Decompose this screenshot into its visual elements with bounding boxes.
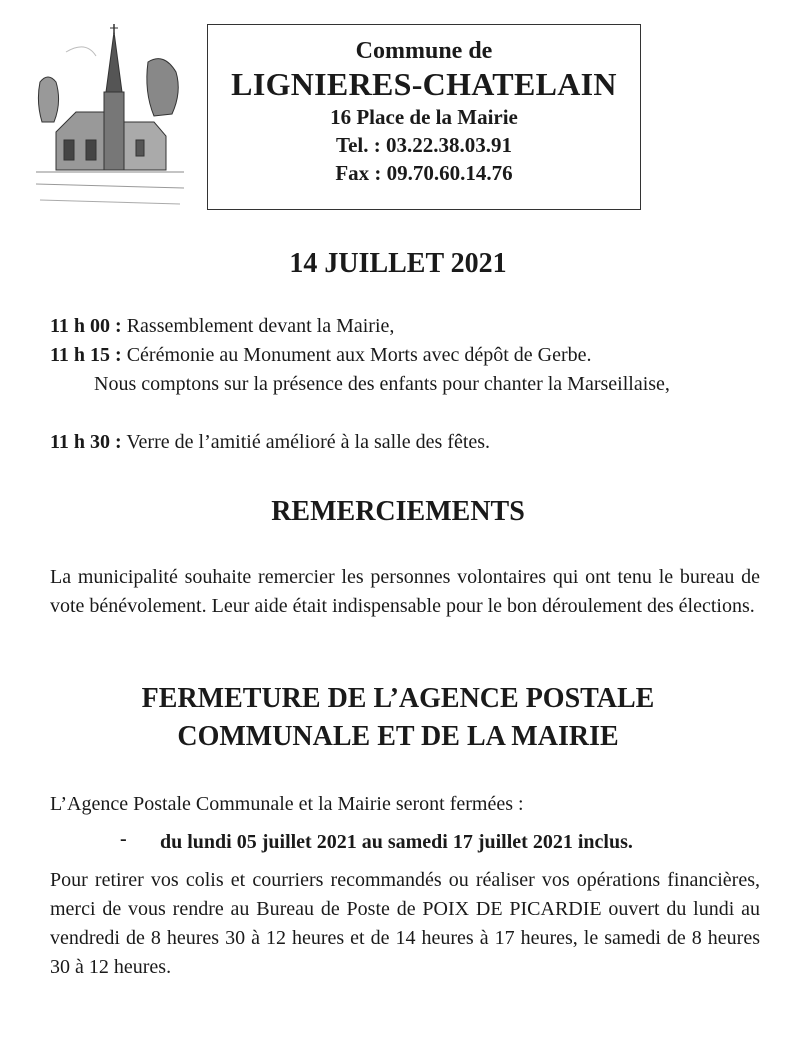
- thanks-text: La municipalité souhaite remercier les personnes volontaires qui ont tenu le bureau de vote bénévolement. Leur aide était indispensable pour le bon déroulement des élections.: [50, 566, 760, 617]
- closure-info: Pour retirer vos colis et courriers recommandés ou réaliser vos opérations financières, merci de vous rendre au Bureau de Poste de POIX DE PICARDIE ouvert du lundi au vendredi de 8 heures 30 à 12 heures et de 14 heures à 17 heures, le samedi de 8 heures 30 à 12 heures.: [50, 869, 760, 978]
- program-item-1: [50, 312, 760, 341]
- commune-header-box: [207, 24, 641, 210]
- closure-title-line2: COMMUNALE ET DE LA MAIRIE: [177, 721, 619, 752]
- event-title: 14 JUILLET 2021: [289, 248, 507, 279]
- program-text: Rassemblement devant la Mairie,: [126, 315, 395, 337]
- closure-intro: L’Agence Postale Communale et la Mairie seront fermées :: [50, 793, 524, 815]
- commune-name: LIGNIERES-CHATELAIN: [231, 66, 617, 102]
- program-continuation: Nous comptons sur la présence des enfants pour chanter la Marseillaise,: [94, 373, 670, 395]
- closure-dates: du lundi 05 juillet 2021 au samedi 17 juillet 2021 inclus.: [160, 831, 633, 853]
- program-text: Verre de l’amitié amélioré à la salle des fêtes.: [126, 431, 491, 453]
- header-phone: Tel. : 03.22.38.03.91: [336, 133, 512, 157]
- bullet-dash: -: [120, 828, 127, 850]
- header-line1: Commune de: [355, 38, 493, 64]
- program-time: 11 h 00 :: [50, 315, 122, 337]
- program-item-2: [50, 341, 760, 399]
- closure-title-line1: FERMETURE DE L’AGENCE POSTALE: [141, 683, 655, 714]
- header-address: 16 Place de la Mairie: [330, 105, 518, 129]
- program-time: 11 h 15 :: [50, 344, 122, 366]
- program-text: Cérémonie au Monument aux Morts avec dépôt de Gerbe.: [126, 344, 592, 366]
- church-sketch-image: [36, 22, 184, 214]
- closure-title: [0, 680, 796, 756]
- program-time: 11 h 30 :: [50, 431, 122, 453]
- thanks-title: REMERCIEMENTS: [271, 496, 525, 527]
- header-fax: Fax : 09.70.60.14.76: [335, 161, 513, 185]
- closure-dates-row: [0, 828, 796, 858]
- program-item-3: [50, 428, 760, 457]
